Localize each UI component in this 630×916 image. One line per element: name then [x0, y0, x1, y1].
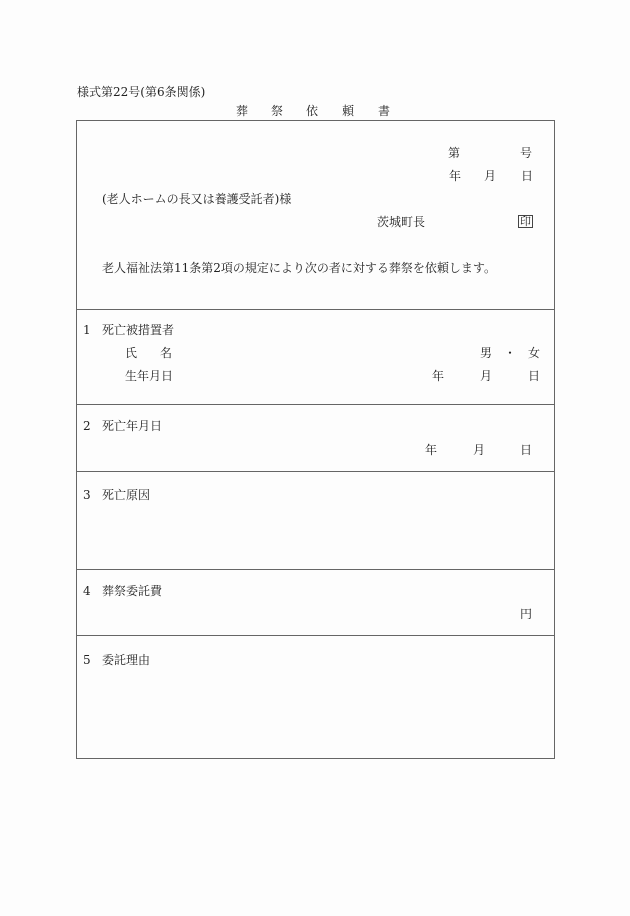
- date-year: 年: [449, 169, 462, 183]
- currency-unit: 円: [520, 607, 533, 621]
- birth-month: 月: [480, 369, 493, 383]
- title-char: 葬: [236, 104, 249, 118]
- section-number: 1: [83, 323, 91, 337]
- divider: [76, 404, 555, 405]
- title-char: 依: [306, 104, 319, 118]
- name-label: 名: [160, 346, 173, 360]
- title-char: 祭: [271, 104, 284, 118]
- death-year: 年: [425, 443, 438, 457]
- form-id: 様式第22号(第6条関係): [77, 85, 206, 99]
- section-number: 2: [83, 419, 91, 433]
- date-month: 月: [484, 169, 497, 183]
- divider: [76, 635, 555, 636]
- birth-year: 年: [432, 369, 445, 383]
- section-label: 死亡被措置者: [102, 323, 175, 337]
- death-month: 月: [473, 443, 486, 457]
- sex-female: 女: [528, 346, 541, 360]
- name-label: 氏: [125, 346, 138, 360]
- divider: [76, 471, 555, 472]
- birth-label: 生年月日: [125, 369, 174, 383]
- section-number: 5: [83, 653, 91, 667]
- section-label: 死亡年月日: [102, 419, 163, 433]
- section-number: 4: [83, 584, 91, 598]
- sex-separator: ・: [504, 346, 517, 360]
- sex-male: 男: [480, 346, 493, 360]
- addressee: (老人ホームの長又は養護受託者)様: [102, 192, 292, 206]
- number-suffix: 号: [520, 146, 533, 160]
- section-number: 3: [83, 488, 91, 502]
- body-text: 老人福祉法第11条第2項の規定により次の者に対する葬祭を依頼します。: [102, 261, 496, 275]
- issuer: 茨城町長: [377, 215, 426, 229]
- number-prefix: 第: [448, 146, 461, 160]
- section-label: 葬祭委託費: [102, 584, 163, 598]
- birth-day: 日: [528, 369, 541, 383]
- section-label: 委託理由: [102, 653, 151, 667]
- section-label: 死亡原因: [102, 488, 151, 502]
- divider: [76, 569, 555, 570]
- seal-mark: 印: [520, 215, 531, 228]
- date-day: 日: [521, 169, 534, 183]
- divider: [76, 309, 555, 310]
- title-char: 書: [378, 104, 391, 118]
- death-day: 日: [520, 443, 533, 457]
- title-char: 頼: [342, 104, 355, 118]
